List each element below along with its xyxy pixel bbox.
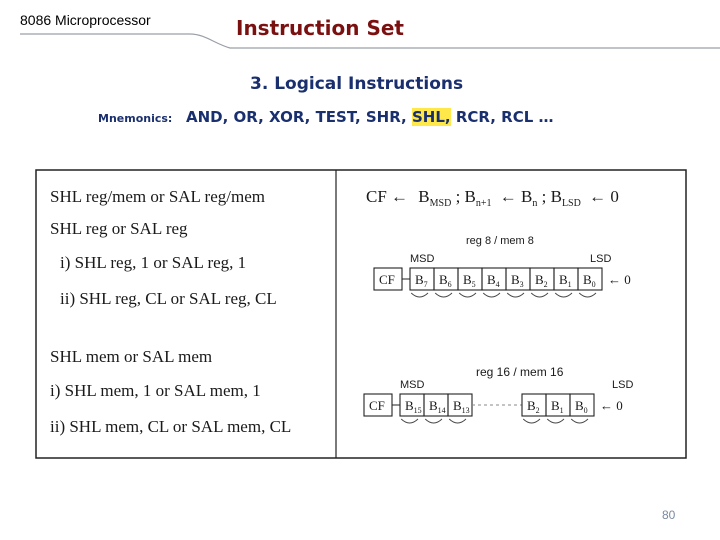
op-end: ← 0 (589, 187, 619, 206)
op-arrow: ← B (499, 187, 533, 206)
reg16-shift-arrow (425, 419, 442, 423)
op-sep2-sub: LSD (561, 198, 581, 209)
reg8-bit-label: $B_4$ (487, 272, 500, 289)
reg8-bit-sub: 4 (495, 280, 500, 289)
reg16-fill-text: ← 0 (600, 398, 623, 413)
figure-border (36, 170, 686, 458)
reg8-bit-label: $B_1$ (559, 272, 572, 289)
op-cf: CF ← (366, 187, 409, 206)
reg16-bit-label: $B_{14}$ (429, 398, 446, 415)
mnemonics-label: Mnemonics: (98, 112, 173, 125)
reg16-lsd-label: LSD (612, 379, 634, 391)
reg16-bit-diagram (364, 394, 623, 423)
reg8-bit-label: $B_0$ (583, 272, 596, 289)
mnemonics-list (186, 108, 554, 126)
reg16-bit-sub: 13 (461, 406, 470, 415)
reg8-msd-label: MSD (410, 253, 435, 265)
reg16-label: reg 16 / mem 16 (476, 365, 564, 379)
reg8-shift-arrow (411, 293, 428, 297)
reg8-shift-arrow (531, 293, 548, 297)
mnemonics-before: AND, OR, XOR, TEST, SHR, (186, 108, 407, 126)
reg8-bit-sub: 6 (447, 280, 452, 289)
reg8-bit-sub: 2 (543, 280, 548, 289)
left-line-7: ii) SHL mem, CL or SAL mem, CL (50, 417, 292, 436)
reg16-shift-arrow (523, 419, 540, 423)
reg16-shift-arrow (547, 419, 564, 423)
reg16-msd-label: MSD (400, 379, 425, 391)
reg8-bit-label: $B_6$ (439, 272, 452, 289)
reg16-shift-arrow (449, 419, 466, 423)
op-sep1: ; B (455, 187, 476, 206)
reg8-shift-arrow (459, 293, 476, 297)
reg8-shift-arrow (507, 293, 524, 297)
course-title: 8086 Microprocessor (20, 12, 151, 28)
reg16-bit-label: $B_1$ (551, 398, 564, 415)
left-line-5: SHL mem or SAL mem (50, 347, 213, 366)
left-line-2: SHL reg or SAL reg (50, 219, 188, 238)
reg16-bit-sub: 1 (559, 406, 564, 415)
reg8-bit-sub: 5 (471, 280, 476, 289)
reg8-bit-sub: 0 (591, 280, 596, 289)
reg8-bit-sub: 3 (519, 280, 524, 289)
reg16-bit-sub: 15 (413, 406, 422, 415)
op-arrow-sub: n (532, 198, 538, 209)
reg8-lsd-label: LSD (590, 253, 612, 265)
reg8-shift-arrow (555, 293, 572, 297)
section-subtitle: 3. Logical Instructions (250, 74, 464, 94)
op-sep2: ; B (541, 187, 562, 206)
op-b-msd: B (418, 187, 430, 206)
reg8-bit-sub: 7 (423, 280, 428, 289)
reg16-bit-label: $B_2$ (527, 398, 540, 415)
reg16-shift-arrow (401, 419, 418, 423)
reg8-bit-label: $B_7$ (415, 272, 428, 289)
reg8-bit-label: $B_5$ (463, 272, 476, 289)
reg16-bit-label: $B_0$ (575, 398, 588, 415)
reg16-bit-label: $B_{15}$ (405, 398, 422, 415)
reg8-bit-diagram (374, 268, 631, 297)
reg16-shift-arrow (571, 419, 588, 423)
mnemonics-after: RCR, RCL … (455, 108, 554, 126)
reg8-shift-arrow (483, 293, 500, 297)
reg16-bit-sub: 14 (437, 406, 446, 415)
reg8-bit-label: $B_2$ (535, 272, 548, 289)
reg8-label: reg 8 / mem 8 (466, 235, 534, 247)
reg8-bit-sub: 1 (567, 280, 572, 289)
left-line-1: SHL reg/mem or SAL reg/mem (50, 187, 265, 206)
reg16-cf-text: CF (369, 398, 385, 413)
page-number: 80 (662, 508, 676, 522)
reg8-shift-arrow (435, 293, 452, 297)
mnemonics-highlight: SHL, (411, 108, 451, 126)
reg16-bit-sub: 2 (535, 406, 540, 415)
shl-instruction-figure (28, 160, 690, 462)
operation-formula (366, 187, 619, 210)
op-b-msd-sub: MSD (429, 198, 452, 209)
left-line-6: i) SHL mem, 1 or SAL mem, 1 (50, 381, 261, 400)
reg8-shift-arrow (579, 293, 596, 297)
reg8-cf-text: CF (379, 272, 395, 287)
reg8-fill-text: ← 0 (608, 272, 631, 287)
reg16-bit-label: $B_{13}$ (453, 398, 470, 415)
reg16-bit-sub: 0 (583, 406, 588, 415)
op-sep1-sub: n+1 (475, 198, 492, 209)
reg8-bit-label: $B_3$ (511, 272, 524, 289)
left-line-3: i) SHL reg, 1 or SAL reg, 1 (60, 253, 247, 272)
left-line-4: ii) SHL reg, CL or SAL reg, CL (60, 289, 277, 308)
slide-title: Instruction Set (236, 16, 404, 40)
